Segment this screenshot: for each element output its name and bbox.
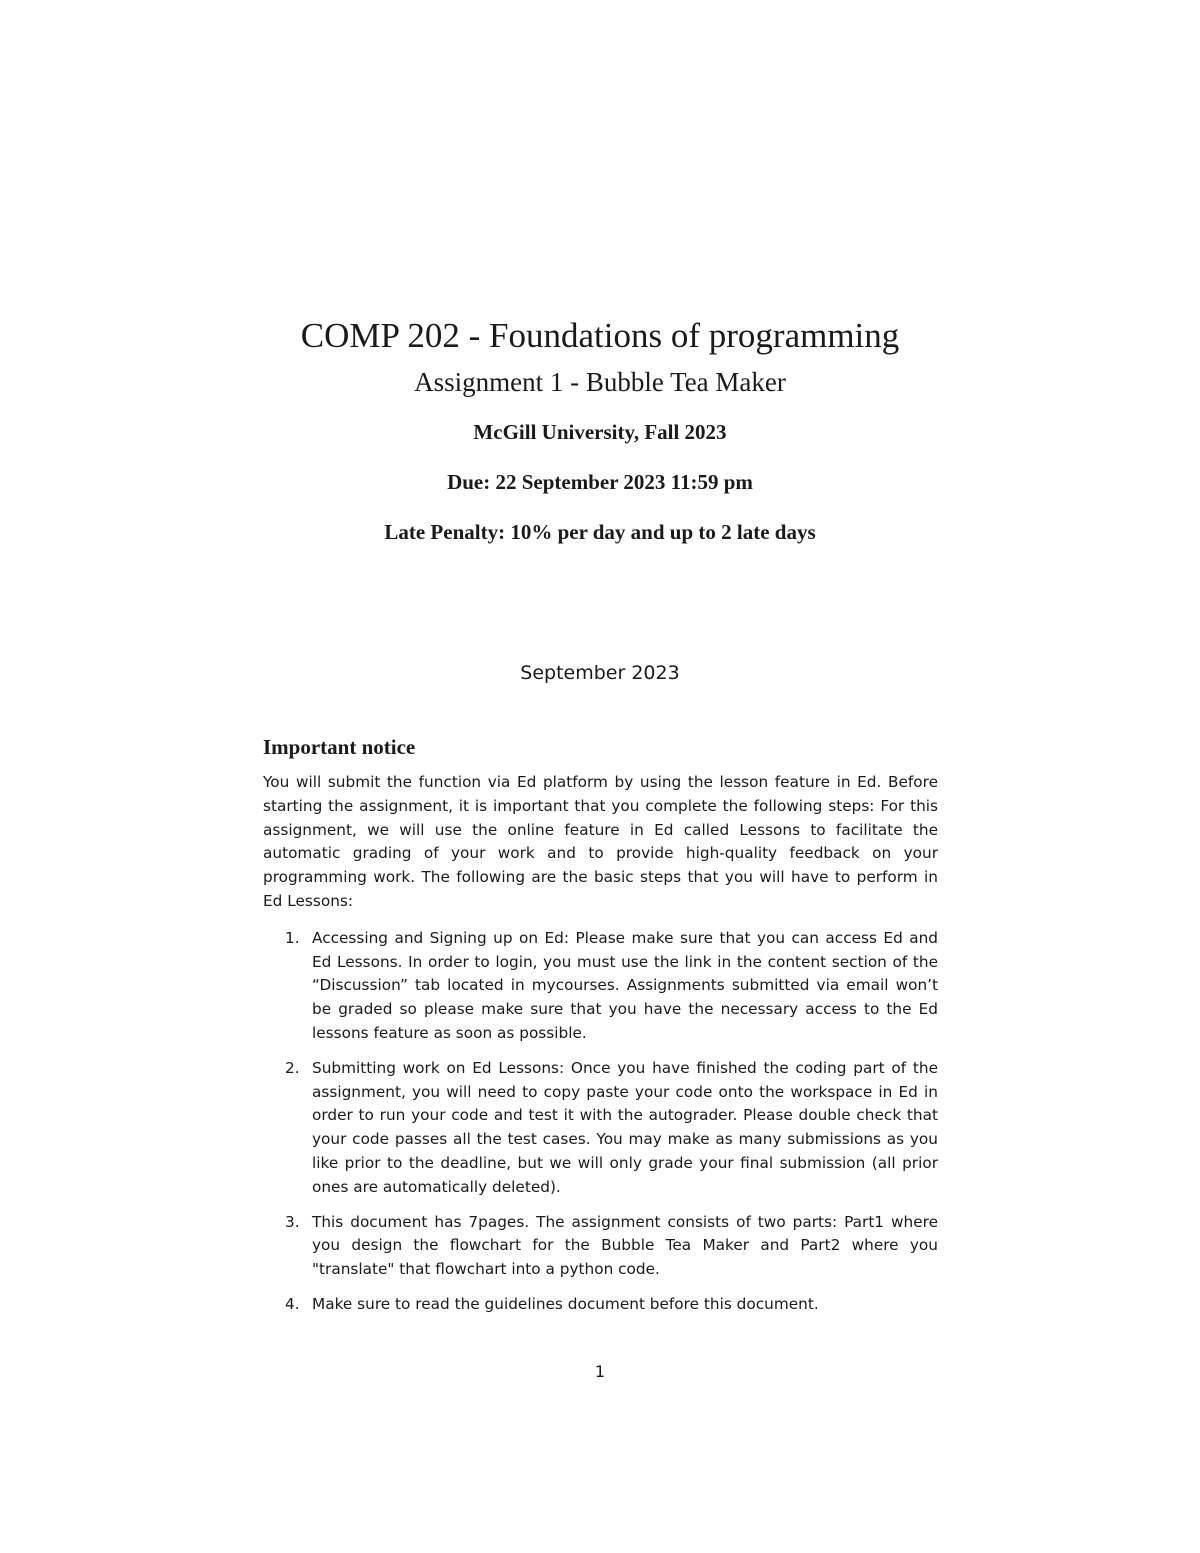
document-date: September 2023 (520, 662, 680, 684)
list-item-number: 1. (285, 928, 300, 947)
list-item (263, 1057, 938, 1200)
title-block (260, 314, 940, 546)
late-penalty-line: Late Penalty: 10% per day and up to 2 late days (384, 520, 816, 544)
document-title: COMP 202 - Foundations of programming (300, 316, 900, 355)
notice-heading: Important notice (263, 735, 416, 759)
list-item-text: Make sure to read the guidelines document before this document. (312, 1294, 819, 1313)
notice-intro-paragraph: You will submit the function via Ed platform by using the lesson feature in Ed. Before starting the assignment, it is important that you complete the following steps: For this assignment, we will use the online feature in Ed called Lessons to facilitate the automatic grading of your work and to provide high-quality feedback on your programming work. The following are the basic steps that you will have to perform in Ed Lessons: (263, 773, 938, 910)
important-notice-section (263, 733, 938, 1328)
list-item-text: Accessing and Signing up on Ed: Please make sure that you can access Ed and Ed Lessons. In order to login, you must use the link in the content section of the “Discussion” tab located in mycourses. Assignments submitted via email won’t be graded so please make sure that you have the necessary access to the Ed lessons feature as soon as possible. (312, 928, 938, 1042)
due-date-line: Due: 22 September 2023 11:59 pm (447, 470, 753, 494)
list-item-number: 3. (285, 1212, 300, 1231)
list-item (263, 1293, 938, 1317)
document-subtitle: Assignment 1 - Bubble Tea Maker (414, 367, 786, 397)
list-item-number: 2. (285, 1058, 300, 1077)
list-item (263, 927, 938, 1046)
list-item (263, 1211, 938, 1282)
university-line: McGill University, Fall 2023 (473, 420, 727, 444)
page-number: 1 (594, 1362, 606, 1381)
list-item-number: 4. (285, 1294, 300, 1313)
list-item-text: Submitting work on Ed Lessons: Once you have finished the coding part of the assignment, you will need to copy paste your code onto the workspace in Ed in order to run your code and test it with the autograder. Please double check that your code passes all the test cases. You may make as many submissions as you like prior to the deadline, but we will only grade your final submission (all prior ones are automatically deleted). (312, 1058, 938, 1196)
list-item-text: This document has 7pages. The assignment consists of two parts: Part1 where you design the flowchart for the Bubble Tea Maker and Part2 where you "translate" that flowchart into a python code. (312, 1212, 938, 1279)
notice-steps-list (263, 927, 938, 1317)
